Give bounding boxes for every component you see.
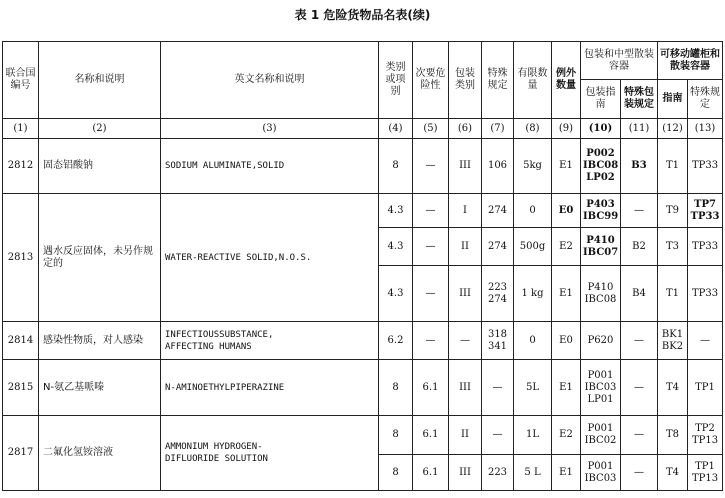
- special-provision-cell: 106: [482, 139, 514, 194]
- name-cn: 二氟化氢铵溶液: [39, 416, 161, 491]
- excepted-qty-cell: E0: [552, 194, 581, 228]
- class-cell: 4.3: [379, 194, 413, 228]
- special-provision-cell: —: [482, 416, 514, 455]
- header-packing-group: 包装类别: [449, 42, 482, 119]
- subsidiary-cell: 6.1: [413, 455, 449, 491]
- table-row: [3, 360, 723, 416]
- header-tank-special: 特殊规定: [688, 80, 723, 119]
- col-number: (11): [621, 119, 658, 139]
- subsidiary-cell: —: [413, 228, 449, 266]
- header-tank-instruction: 指南: [658, 80, 688, 119]
- table-row: [3, 194, 723, 228]
- packing-instruction-cell: P410 IBC08: [581, 266, 621, 322]
- header-subsidiary: 次要危险性: [413, 42, 449, 119]
- header-class: 类别或项别: [379, 42, 413, 119]
- col-number: (3): [161, 119, 379, 139]
- limited-qty-cell: 5L: [514, 360, 552, 416]
- limited-qty-cell: 0: [514, 194, 552, 228]
- limited-qty-cell: 1 kg: [514, 266, 552, 322]
- packing-instruction-cell: P001 IBC02: [581, 416, 621, 455]
- tank-instruction-cell: T8: [658, 416, 688, 455]
- tank-instruction-cell: T1: [658, 139, 688, 194]
- col-number: (9): [552, 119, 581, 139]
- header-name-cn: 名称和说明: [39, 42, 161, 119]
- special-provision-cell: —: [482, 360, 514, 416]
- class-cell: 6.2: [379, 322, 413, 360]
- name-en: AMMONIUM HYDROGEN- DIFLUORIDE SOLUTION: [161, 416, 379, 491]
- packing-group-cell: II: [449, 228, 482, 266]
- header-limited-qty: 有限数量: [514, 42, 552, 119]
- header-special-packing: 特殊包装规定: [621, 80, 658, 119]
- name-en: SODIUM ALUMINATE,SOLID: [161, 139, 379, 194]
- special-provision-cell: 274: [482, 228, 514, 266]
- excepted-qty-cell: E1: [552, 139, 581, 194]
- table-row: [3, 322, 723, 360]
- tank-special-cell: TP2 TP13: [688, 416, 723, 455]
- excepted-qty-cell: E0: [552, 322, 581, 360]
- un-number: 2812: [3, 139, 39, 194]
- excepted-qty-cell: E1: [552, 360, 581, 416]
- header-un-no: 联合国编号: [3, 42, 39, 119]
- tank-special-cell: TP33: [688, 139, 723, 194]
- name-cn: 感染性物质，对人感染: [39, 322, 161, 360]
- class-cell: 8: [379, 139, 413, 194]
- tank-instruction-cell: T3: [658, 228, 688, 266]
- packing-group-cell: III: [449, 266, 482, 322]
- col-number: (4): [379, 119, 413, 139]
- tank-instruction-cell: T9: [658, 194, 688, 228]
- limited-qty-cell: 5kg: [514, 139, 552, 194]
- special-packing-cell: B3: [621, 139, 658, 194]
- special-provision-cell: 223: [482, 455, 514, 491]
- un-number: 2814: [3, 322, 39, 360]
- subsidiary-cell: —: [413, 194, 449, 228]
- limited-qty-cell: 0: [514, 322, 552, 360]
- name-en: INFECTIOUSSUBSTANCE, AFFECTING HUMANS: [161, 322, 379, 360]
- special-packing-cell: —: [621, 416, 658, 455]
- packing-group-cell: III: [449, 139, 482, 194]
- packing-group-cell: —: [449, 322, 482, 360]
- name-en: N-AMINOETHYLPIPERAZINE: [161, 360, 379, 416]
- limited-qty-cell: 5 L: [514, 455, 552, 491]
- packing-group-cell: I: [449, 194, 482, 228]
- subsidiary-cell: —: [413, 322, 449, 360]
- excepted-qty-cell: E1: [552, 266, 581, 322]
- special-provision-cell: 223 274: [482, 266, 514, 322]
- tank-special-cell: TP33: [688, 266, 723, 322]
- col-number: (5): [413, 119, 449, 139]
- special-provision-cell: 274: [482, 194, 514, 228]
- col-number: (12): [658, 119, 688, 139]
- tank-special-cell: TP1: [688, 360, 723, 416]
- class-cell: 8: [379, 360, 413, 416]
- class-cell: 4.3: [379, 266, 413, 322]
- col-number: (13): [688, 119, 723, 139]
- header-excepted-qty: 例外数量: [552, 42, 581, 119]
- subsidiary-cell: —: [413, 266, 449, 322]
- col-number: (1): [3, 119, 39, 139]
- col-number: (7): [482, 119, 514, 139]
- header-name-en: 英文名称和说明: [161, 42, 379, 119]
- packing-group-cell: III: [449, 360, 482, 416]
- col-number: (2): [39, 119, 161, 139]
- special-packing-cell: B2: [621, 228, 658, 266]
- tank-special-cell: TP1 TP13: [688, 455, 723, 491]
- name-cn: N-氨乙基哌嗪: [39, 360, 161, 416]
- un-number: 2817: [3, 416, 39, 491]
- col-number: (6): [449, 119, 482, 139]
- tank-instruction-cell: BK1 BK2: [658, 322, 688, 360]
- tank-instruction-cell: T1: [658, 266, 688, 322]
- tank-special-cell: TP7 TP33: [688, 194, 723, 228]
- packing-group-cell: III: [449, 455, 482, 491]
- name-en: WATER-REACTIVE SOLID,N.O.S.: [161, 194, 379, 322]
- packing-instruction-cell: P620: [581, 322, 621, 360]
- excepted-qty-cell: E2: [552, 228, 581, 266]
- un-number: 2813: [3, 194, 39, 322]
- header-ibc-group: 包装和中型散装容器: [581, 42, 658, 80]
- limited-qty-cell: 500g: [514, 228, 552, 266]
- packing-group-cell: II: [449, 416, 482, 455]
- header-packing-instruction: 包装指南: [581, 80, 621, 119]
- class-cell: 8: [379, 455, 413, 491]
- special-packing-cell: —: [621, 322, 658, 360]
- tank-instruction-cell: T4: [658, 360, 688, 416]
- special-provision-cell: 318 341: [482, 322, 514, 360]
- subsidiary-cell: 6.1: [413, 416, 449, 455]
- packing-instruction-cell: P403 IBC99: [581, 194, 621, 228]
- excepted-qty-cell: E1: [552, 455, 581, 491]
- col-number: (10): [581, 119, 621, 139]
- header-special-provisions: 特殊规定: [482, 42, 514, 119]
- table-row: [3, 139, 723, 194]
- tank-special-cell: TP33: [688, 228, 723, 266]
- header-row: [3, 42, 723, 80]
- col-number: (8): [514, 119, 552, 139]
- special-packing-cell: B4: [621, 266, 658, 322]
- special-packing-cell: —: [621, 360, 658, 416]
- table-row: [3, 416, 723, 455]
- special-packing-cell: —: [621, 455, 658, 491]
- header-tank-group: 可移动罐柜和散装容器: [658, 42, 723, 80]
- special-packing-cell: —: [621, 194, 658, 228]
- packing-instruction-cell: P001 IBC03 LP01: [581, 360, 621, 416]
- subsidiary-cell: 6.1: [413, 360, 449, 416]
- name-cn: 固态铝酸钠: [39, 139, 161, 194]
- packing-instruction-cell: P001 IBC03: [581, 455, 621, 491]
- excepted-qty-cell: E2: [552, 416, 581, 455]
- packing-instruction-cell: P410 IBC07: [581, 228, 621, 266]
- subsidiary-cell: —: [413, 139, 449, 194]
- tank-special-cell: —: [688, 322, 723, 360]
- class-cell: 4.3: [379, 228, 413, 266]
- name-cn: 遇水反应固体，未另作规定的: [39, 194, 161, 322]
- un-number: 2815: [3, 360, 39, 416]
- packing-instruction-cell: P002 IBC08 LP02: [581, 139, 621, 194]
- table-title: 表 1 危险货物品名表(续): [294, 8, 431, 22]
- dangerous-goods-table: [2, 41, 723, 491]
- class-cell: 8: [379, 416, 413, 455]
- column-number-row: [3, 119, 723, 139]
- tank-instruction-cell: T4: [658, 455, 688, 491]
- limited-qty-cell: 1L: [514, 416, 552, 455]
